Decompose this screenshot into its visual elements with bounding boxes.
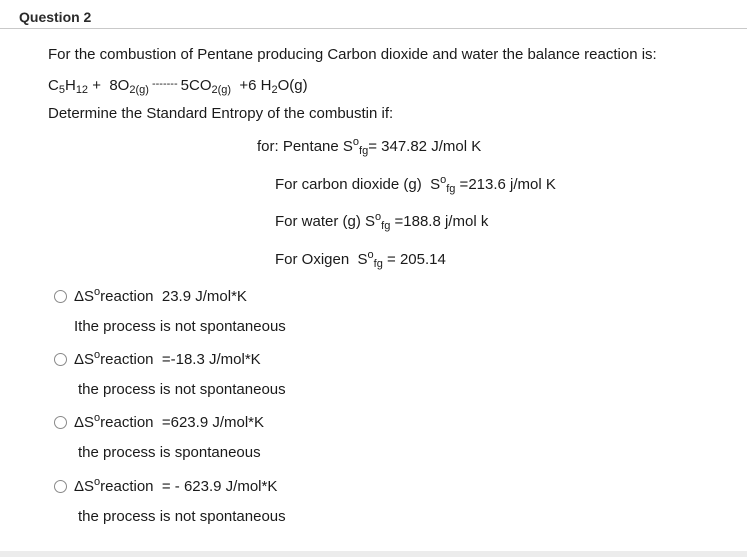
entropy-label: For water (g) S	[275, 213, 376, 230]
option-formula	[74, 288, 247, 306]
degree-sup: o	[94, 412, 101, 424]
entropy-water	[275, 213, 488, 231]
entropy-value: = 347.82 J/mol K	[368, 138, 482, 155]
option-note: the process is not spontaneous	[78, 508, 286, 525]
eq-co2: 5CO	[180, 77, 212, 94]
bottom-strip	[0, 551, 747, 557]
radio-button[interactable]	[54, 290, 67, 303]
prompt-intro: For the combustion of Pentane producing Carbon dioxide and water the balance reaction is:	[48, 46, 657, 63]
eq-carbon: C	[48, 77, 59, 94]
reaction-word: reaction	[100, 288, 154, 305]
prompt-task: Determine the Standard Entropy of the combustin if:	[48, 105, 394, 122]
question-header	[0, 0, 747, 29]
eq-water-sub: 2	[271, 84, 278, 96]
reaction-word: reaction	[100, 478, 154, 495]
entropy-sup: o	[352, 136, 360, 148]
degree-sup: o	[94, 476, 101, 488]
eq-plus-oxygen: + 8O	[88, 77, 130, 94]
entropy-value: = 205.14	[382, 251, 446, 268]
option-formula	[74, 414, 264, 432]
entropy-label: for: Pentane S	[257, 138, 353, 155]
eq-hydrogen-sub: 12	[75, 84, 89, 96]
entropy-sup: o	[440, 174, 447, 186]
option-note: Ithe process is not spontaneous	[74, 318, 286, 335]
option-note: the process is not spontaneous	[78, 381, 286, 398]
option-value: =623.9 J/mol*K	[153, 414, 265, 431]
entropy-value: =213.6 j/mol K	[455, 176, 556, 193]
entropy-label: For carbon dioxide (g) S	[275, 176, 441, 193]
delta-s: ΔS	[74, 288, 95, 305]
radio-button[interactable]	[54, 480, 67, 493]
eq-arrow: -------	[148, 78, 181, 90]
reaction-word: reaction	[100, 351, 154, 368]
eq-water-rest: O(g)	[277, 77, 308, 94]
option-formula	[74, 478, 277, 496]
eq-co2-sub: 2(g)	[211, 84, 232, 96]
entropy-sup: o	[367, 249, 374, 261]
entropy-carbon-dioxide	[275, 176, 556, 194]
degree-sup: o	[94, 349, 101, 361]
eq-hydrogen: H	[64, 77, 76, 94]
entropy-pentane	[257, 138, 481, 156]
option-note: the process is spontaneous	[78, 444, 261, 461]
entropy-sub: fg	[446, 183, 456, 195]
entropy-sup: o	[375, 211, 382, 223]
delta-s: ΔS	[74, 351, 95, 368]
eq-plus-water: +6 H	[231, 77, 272, 94]
option-value: 23.9 J/mol*K	[153, 288, 247, 305]
delta-s: ΔS	[74, 478, 95, 495]
eq-carbon-sub: 5	[58, 84, 65, 96]
entropy-sub: fg	[359, 145, 369, 157]
reaction-equation	[48, 75, 308, 95]
eq-oxygen-sub: 2(g)	[129, 84, 149, 96]
entropy-sub: fg	[373, 258, 383, 270]
option-formula	[74, 351, 261, 369]
entropy-oxygen	[275, 251, 446, 269]
option-value: =-18.3 J/mol*K	[153, 351, 261, 368]
question-title: Question 2	[19, 9, 92, 25]
degree-sup: o	[94, 286, 101, 298]
reaction-word: reaction	[100, 414, 154, 431]
entropy-value: =188.8 j/mol k	[390, 213, 489, 230]
option-value: = - 623.9 J/mol*K	[153, 478, 278, 495]
delta-s: ΔS	[74, 414, 95, 431]
entropy-label: For Oxigen S	[275, 251, 368, 268]
radio-button[interactable]	[54, 416, 67, 429]
radio-button[interactable]	[54, 353, 67, 366]
entropy-sub: fg	[381, 220, 391, 232]
